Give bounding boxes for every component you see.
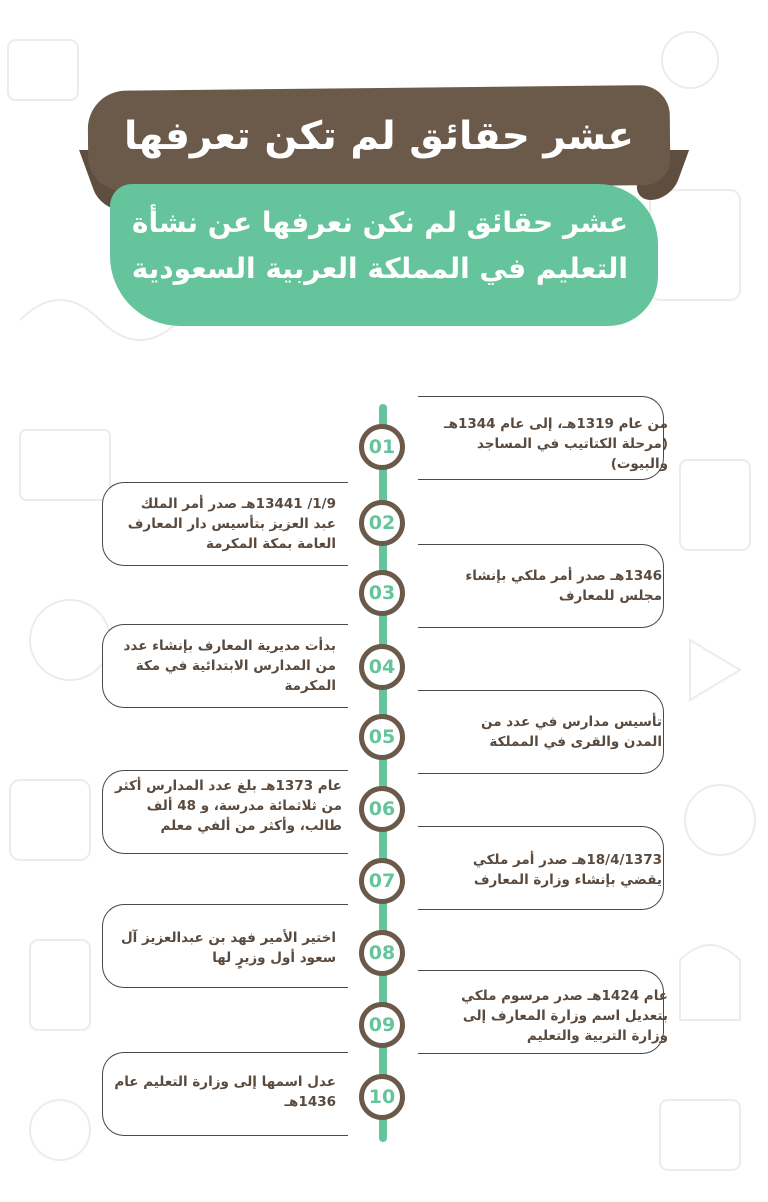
step-number: 06 <box>359 786 405 832</box>
step-number: 10 <box>359 1074 405 1120</box>
step-number: 03 <box>359 570 405 616</box>
fact-text: بدأت مديرية المعارف بإنشاء عدد من المدارس الابتدائية في مكة المكرمة <box>123 638 336 694</box>
page-title: عشر حقائق لم تكن تعرفها <box>123 114 634 159</box>
step-number: 05 <box>359 714 405 760</box>
step-number: 02 <box>359 500 405 546</box>
fact-text: من عام 1319هـ، إلى عام 1344هـ (مرحلة الكتاتيب في المساجد والبيوت) <box>444 416 668 472</box>
step-number: 01 <box>359 424 405 470</box>
step-number: 09 <box>359 1002 405 1048</box>
fact-text: تأسيس مدارس في عدد من المدن والقرى في المملكة <box>481 714 662 750</box>
fact-text: 18/4/1373هـ صدر أمر ملكي يقضي بإنشاء وزارة المعارف <box>472 852 662 888</box>
step-number: 04 <box>359 644 405 690</box>
fact-text: 1/9/ 13441هـ صدر أمر الملك عبد العزيز بتأسيس دار المعارف العامة بمكة المكرمة <box>127 496 336 552</box>
step-number: 07 <box>359 858 405 904</box>
step-number: 08 <box>359 930 405 976</box>
fact-text: عام 1424هـ صدر مرسوم ملكي بتعديل اسم وزارة المعارف إلى وزارة التربية والتعليم <box>461 988 668 1044</box>
fact-text: عام 1373هـ بلغ عدد المدارس أكثر من ثلاثمائة مدرسة، و 48 ألف طالب، وأكثر من ألفي معلم <box>115 778 342 834</box>
page-subtitle: عشر حقائق لم نكن نعرفها عن نشأة التعليم في المملكة العربية السعودية <box>131 206 628 285</box>
fact-text: 1346هـ صدر أمر ملكي بإنشاء مجلس للمعارف <box>465 568 662 604</box>
fact-text: عدل اسمها إلى وزارة التعليم عام 1436هـ <box>114 1074 336 1110</box>
fact-text: اختير الأمير فهد بن عبدالعزيز آل سعود أول وزيرٍ لها <box>120 930 336 966</box>
